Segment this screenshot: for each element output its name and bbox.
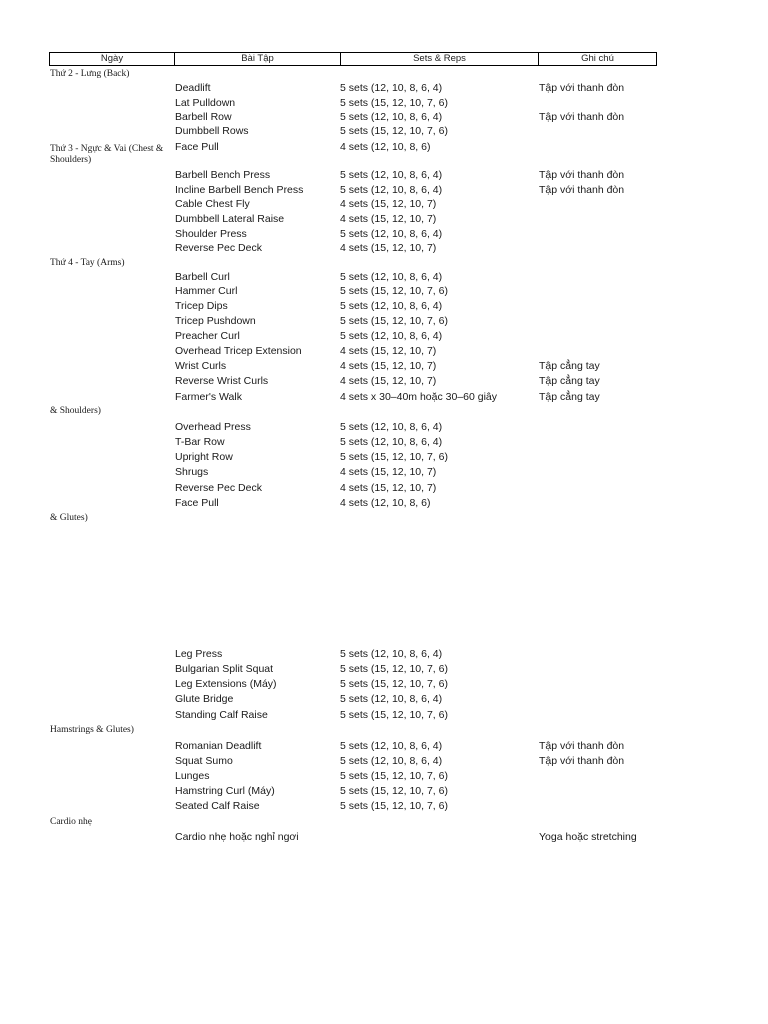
sets-reps: 4 sets (15, 12, 10, 7) [340, 482, 437, 494]
exercise-name: Dumbbell Rows [175, 125, 249, 137]
exercise-note: Tập cẳng tay [539, 360, 600, 372]
exercise-note: Tập với thanh đòn [539, 184, 625, 196]
exercise-name: Cable Chest Fly [175, 198, 250, 210]
exercise-name: Farmer's Walk [175, 391, 242, 403]
sets-reps: 5 sets (15, 12, 10, 7, 6) [340, 315, 448, 327]
exercise-name: Seated Calf Raise [175, 800, 260, 812]
exercise-name: Shrugs [175, 466, 209, 478]
exercise-note: Tập cẳng tay [539, 375, 600, 387]
sets-reps: 5 sets (12, 10, 8, 6, 4) [340, 111, 443, 123]
exercise-name: Cardio nhẹ hoặc nghỉ ngơi [175, 831, 299, 843]
sets-reps: 5 sets (15, 12, 10, 7, 6) [340, 125, 448, 137]
exercise-name: Overhead Tricep Extension [175, 345, 302, 357]
exercise-note: Tập với thanh đòn [539, 111, 625, 123]
exercise-name: Overhead Press [175, 421, 251, 433]
sets-reps: 4 sets (12, 10, 8, 6) [340, 497, 431, 509]
sets-reps: 4 sets (15, 12, 10, 7) [340, 466, 437, 478]
exercise-note: Tập với thanh đòn [539, 755, 625, 767]
day-label-cardio: Cardio nhẹ [50, 817, 92, 827]
sets-reps: 5 sets (12, 10, 8, 6, 4) [340, 648, 443, 660]
exercise-name: Squat Sumo [175, 755, 233, 767]
sets-reps: 5 sets (12, 10, 8, 6, 4) [340, 228, 443, 240]
sets-reps: 5 sets (15, 12, 10, 7, 6) [340, 785, 448, 797]
exercise-note: Tập với thanh đòn [539, 82, 625, 94]
exercise-name: Romanian Deadlift [175, 740, 262, 752]
exercise-name: Incline Barbell Bench Press [175, 184, 304, 196]
exercise-note: Tập với thanh đòn [539, 740, 625, 752]
header-day: Ngày [100, 53, 124, 64]
header-sets-reps: Sets & Reps [413, 53, 466, 64]
exercise-name: Dumbbell Lateral Raise [175, 213, 285, 225]
sets-reps: 4 sets (15, 12, 10, 7) [340, 242, 437, 254]
table-header [49, 52, 657, 66]
sets-reps: 5 sets (15, 12, 10, 7, 6) [340, 800, 448, 812]
sets-reps: 5 sets (15, 12, 10, 7, 6) [340, 709, 448, 721]
sets-reps: 5 sets (12, 10, 8, 6, 4) [340, 755, 443, 767]
exercise-name: Lunges [175, 770, 210, 782]
sets-reps: 4 sets (15, 12, 10, 7) [340, 213, 437, 225]
sets-reps: 5 sets (15, 12, 10, 7, 6) [340, 285, 448, 297]
day-label-hamstrings-fragment: Hamstrings & Glutes) [50, 725, 134, 735]
sets-reps: 4 sets (15, 12, 10, 7) [340, 360, 437, 372]
sets-reps: 5 sets (12, 10, 8, 6, 4) [340, 169, 443, 181]
exercise-name: Shoulder Press [175, 228, 247, 240]
header-exercise: Bài Tập [241, 53, 274, 64]
day-label-shoulders-fragment: & Shoulders) [50, 406, 101, 416]
exercise-name: T-Bar Row [175, 436, 225, 448]
sets-reps: 5 sets (12, 10, 8, 6, 4) [340, 300, 443, 312]
exercise-name: Face Pull [175, 141, 219, 153]
exercise-name: Upright Row [175, 451, 233, 463]
exercise-note: Tập cẳng tay [539, 391, 600, 403]
exercise-name: Barbell Bench Press [175, 169, 271, 181]
day-label-arms: Thứ 4 - Tay (Arms) [50, 258, 125, 268]
exercise-name: Barbell Curl [175, 271, 230, 283]
exercise-name: Tricep Pushdown [175, 315, 256, 327]
sets-reps: 4 sets (12, 10, 8, 6) [340, 141, 431, 153]
exercise-note: Yoga hoặc stretching [539, 831, 637, 843]
exercise-name: Tricep Dips [175, 300, 228, 312]
exercise-name: Reverse Wrist Curls [175, 375, 269, 387]
exercise-name: Leg Extensions (Máy) [175, 678, 277, 690]
sets-reps: 5 sets (15, 12, 10, 7, 6) [340, 678, 448, 690]
sets-reps: 5 sets (12, 10, 8, 6, 4) [340, 421, 443, 433]
header-note: Ghi chú [581, 53, 614, 64]
sets-reps: 4 sets (15, 12, 10, 7) [340, 345, 437, 357]
sets-reps: 5 sets (12, 10, 8, 6, 4) [340, 330, 443, 342]
sets-reps: 5 sets (15, 12, 10, 7, 6) [340, 770, 448, 782]
exercise-name: Reverse Pec Deck [175, 242, 262, 254]
sets-reps: 5 sets (12, 10, 8, 6, 4) [340, 271, 443, 283]
exercise-note: Tập với thanh đòn [539, 169, 625, 181]
sets-reps: 4 sets (15, 12, 10, 7) [340, 375, 437, 387]
day-label-glutes-fragment: & Glutes) [50, 513, 88, 523]
exercise-name: Preacher Curl [175, 330, 240, 342]
exercise-name: Face Pull [175, 497, 219, 509]
sets-reps: 5 sets (12, 10, 8, 6, 4) [340, 184, 443, 196]
exercise-name: Hamstring Curl (Máy) [175, 785, 275, 797]
sets-reps: 5 sets (15, 12, 10, 7, 6) [340, 97, 448, 109]
exercise-name: Standing Calf Raise [175, 709, 268, 721]
exercise-name: Wrist Curls [175, 360, 227, 372]
sets-reps: 5 sets (12, 10, 8, 6, 4) [340, 693, 443, 705]
exercise-name: Hammer Curl [175, 285, 238, 297]
sets-reps: 5 sets (15, 12, 10, 7, 6) [340, 451, 448, 463]
sets-reps: 4 sets x 30–40m hoặc 30–60 giây [340, 391, 498, 403]
exercise-name: Barbell Row [175, 111, 232, 123]
sets-reps: 5 sets (12, 10, 8, 6, 4) [340, 740, 443, 752]
exercise-name: Glute Bridge [175, 693, 234, 705]
sets-reps: 4 sets (15, 12, 10, 7) [340, 198, 437, 210]
exercise-name: Leg Press [175, 648, 223, 660]
sets-reps: 5 sets (12, 10, 8, 6, 4) [340, 436, 443, 448]
exercise-name: Lat Pulldown [175, 97, 236, 109]
exercise-name: Reverse Pec Deck [175, 482, 262, 494]
day-label-chest-shoulders: Thứ 3 - Ngực & Vai (Chest & Shoulders) [50, 144, 164, 165]
sets-reps: 5 sets (15, 12, 10, 7, 6) [340, 663, 448, 675]
exercise-name: Deadlift [175, 82, 211, 94]
sets-reps: 5 sets (12, 10, 8, 6, 4) [340, 82, 443, 94]
exercise-name: Bulgarian Split Squat [175, 663, 274, 675]
day-label-monday: Thứ 2 - Lưng (Back) [50, 69, 130, 79]
